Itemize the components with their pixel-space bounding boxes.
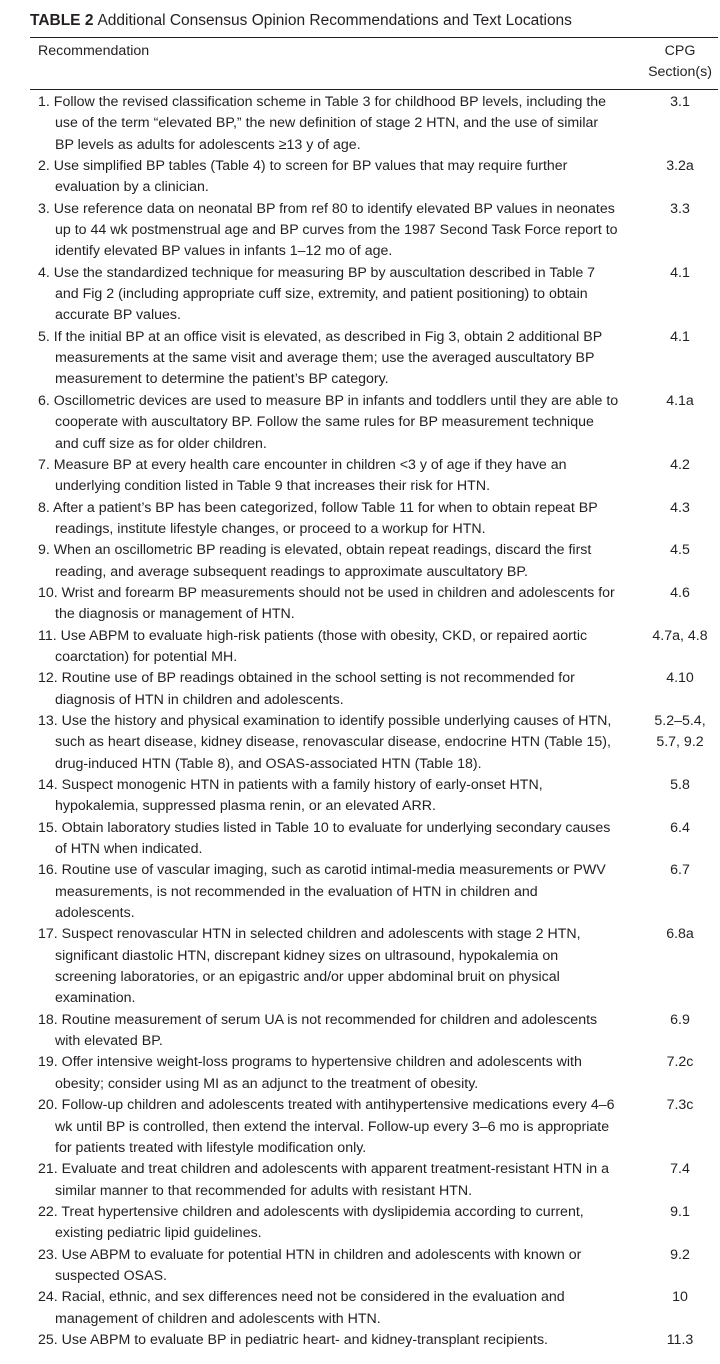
section-ref: 7.2c [666, 1054, 694, 1071]
section-ref: 9.1 [670, 1203, 690, 1220]
table-row [30, 924, 718, 1009]
recommendation-text: 1. Follow the revised classification scheme in Table 3 for childhood BP levels, including the use of the term “elevated BP,” the new definition of stage 2 HTN, and the use of similar BP levels as adults for adolescents ≥13 y of age. [38, 94, 607, 153]
recommendation-text: 25. Use ABPM to evaluate BP in pediatric heart- and kidney-transplant recipients. [38, 1331, 548, 1348]
section-ref: 4.5 [670, 542, 690, 559]
section-ref: 6.7 [670, 862, 690, 879]
section-ref: 9.2 [670, 1246, 690, 1263]
table-row [30, 668, 718, 711]
recommendation-text: 4. Use the standardized technique for measuring BP by auscultation described in Table 7 and Fig 2 (including appropriate cuff size, extremity, and patient positioning) to obtain accurate BP values. [38, 264, 596, 324]
recommendation-text: 5. If the initial BP at an office visit is elevated, as described in Fig 3, obtain 2 additional BP measurements at the same visit and average them; use the averaged auscultatory BP measurement to determine the patient’s BP category. [38, 328, 602, 388]
table-row [30, 775, 718, 818]
section-ref: 7.4 [670, 1161, 690, 1178]
section-ref: 3.2a [666, 158, 694, 175]
section-ref: 4.1 [670, 264, 690, 281]
table-row [30, 1052, 718, 1095]
section-column-header [642, 41, 718, 84]
table-caption [30, 8, 572, 34]
recommendation-text: 7. Measure BP at every health care encounter in children <3 y of age if they have an underlying condition listed in Table 9 that increases their risk for HTN. [38, 456, 567, 495]
table-row [30, 455, 718, 498]
recommendation-text: 15. Obtain laboratory studies listed in Table 10 to evaluate for underlying secondary causes of HTN when indicated. [38, 819, 611, 858]
section-ref: 4.6 [670, 584, 690, 601]
table-row [30, 498, 718, 541]
section-ref: 4.3 [670, 499, 690, 516]
section-ref: 3.1 [670, 94, 690, 110]
table-row [30, 540, 718, 583]
section-ref: 6.8a [666, 926, 694, 943]
section-ref: 4.10 [666, 670, 694, 687]
table-row [30, 92, 718, 156]
section-ref: 4.7a, 4.8 [652, 627, 708, 644]
table-header [30, 41, 718, 89]
section-ref: 6.9 [670, 1011, 690, 1028]
table-row [30, 1202, 718, 1245]
table-row [30, 391, 718, 455]
recommendation-text: 20. Follow-up children and adolescents treated with antihypertensive medications every 4–6 wk until BP is controlled, then extend the interval. Follow-up every 3–6 mo is appropriate for patients treated with lifestyle modification only. [38, 1097, 615, 1156]
section-ref: 11.3 [666, 1331, 694, 1348]
table-row [30, 327, 718, 391]
recommendation-text: 21. Evaluate and treat children and adolescents with apparent treatment-resistant HTN in a similar manner to that recommended for adults with resistant HTN. [38, 1161, 609, 1199]
table-row [30, 818, 718, 861]
recommendation-column-header: Recommendation [38, 43, 150, 59]
top-rule [30, 37, 718, 38]
section-ref: 4.1a [666, 392, 694, 409]
table-row [30, 1245, 718, 1288]
recommendation-text: 18. Routine measurement of serum UA is not recommended for children and adolescents with elevated BP. [38, 1011, 598, 1050]
recommendation-text: 19. Offer intensive weight-loss programs to hypertensive children and adolescents with obesity; consider using MI as an adjunct to the treatment of obesity. [38, 1054, 582, 1092]
recommendation-text: 13. Use the history and physical examination to identify possible underlying causes of HTN, such as heart disease, kidney disease, renovascular disease, endocrine HTN (Table 15), drug-induced HTN (Table 8), and OSAS-associated HTN (Table 18). [38, 712, 612, 772]
section-header-line2: Section(s) [648, 64, 712, 81]
table-row [30, 263, 718, 327]
section-ref: 4.1 [670, 328, 690, 345]
table-row [30, 156, 718, 199]
recommendation-text: 2. Use simplified BP tables (Table 4) to screen for BP values that may require further evaluation by a clinician. [38, 158, 568, 196]
table-row [30, 711, 718, 775]
section-header-line1: CPG [664, 43, 696, 59]
recommendation-text: 8. After a patient’s BP has been categorized, follow Table 11 for when to obtain repeat BP readings, institute lifestyle changes, or proceed to a workup for HTN. [38, 499, 598, 537]
recommendation-text: 14. Suspect monogenic HTN in patients with a family history of early-onset HTN, hypokalemia, suppressed plasma renin, or an elevated ARR. [38, 777, 543, 815]
table-label: TABLE 2 [30, 12, 94, 29]
recommendation-text: 23. Use ABPM to evaluate for potential HTN in children and adolescents with known or suspected OSAS. [38, 1246, 582, 1284]
section-ref: 10 [672, 1289, 688, 1306]
recommendation-text: 22. Treat hypertensive children and adolescents with dyslipidemia according to current, existing pediatric lipid guidelines. [38, 1203, 584, 1242]
table-row [30, 1330, 718, 1351]
section-ref: 7.3c [666, 1097, 694, 1114]
recommendation-text: 6. Oscillometric devices are used to measure BP in infants and toddlers until they are able to cooperate with auscultatory BP. Follow the same rules for BP measurement technique and cuff size as for older children. [38, 392, 619, 452]
section-ref: 3.3 [670, 200, 690, 217]
recommendation-text: 16. Routine use of vascular imaging, such as carotid intimal-media measurements or PWV measurements, is not recommended in the evaluation of HTN in children and adolescents. [38, 862, 606, 922]
table-row [30, 199, 718, 263]
table-title: Additional Consensus Opinion Recommendations and Text Locations [97, 12, 572, 29]
table-row [30, 1010, 718, 1053]
header-rule [30, 89, 718, 90]
recommendation-text: 12. Routine use of BP readings obtained in the school setting is not recommended for diagnosis of HTN in children and adolescents. [38, 670, 575, 708]
section-ref: 6.4 [670, 819, 690, 836]
table-row [30, 1095, 718, 1159]
recommendation-text: 24. Racial, ethnic, and sex differences need not be considered in the evaluation and management of children and adolescents with HTN. [38, 1289, 565, 1327]
section-ref: 5.2–5.4, 5.7, 9.2 [654, 712, 706, 751]
table-body [30, 92, 718, 1351]
table-row [30, 626, 718, 669]
section-ref: 5.8 [670, 777, 690, 793]
section-ref: 4.2 [670, 456, 690, 473]
table-row [30, 1159, 718, 1202]
table-row [30, 860, 718, 924]
recommendation-text: 17. Suspect renovascular HTN in selected children and adolescents with stage 2 HTN, significant diastolic HTN, discrepant kidney sizes on ultrasound, hypokalemia on screening laboratories, or an epigastric and/or upper abdominal bruit on physical examination. [38, 926, 581, 1007]
table-row [30, 1287, 718, 1330]
recommendation-text: 10. Wrist and forearm BP measurements should not be used in children and adolescents for the diagnosis or management of HTN. [38, 584, 615, 623]
recommendation-text: 11. Use ABPM to evaluate high-risk patients (those with obesity, CKD, or repaired aortic coarctation) for potential MH. [38, 627, 588, 665]
recommendation-text: 3. Use reference data on neonatal BP from ref 80 to identify elevated BP values in neonates up to 44 wk postmenstrual age and BP curves from the 1987 Second Task Force report to identify elevated BP values in infants 1–12 mo of age. [38, 200, 618, 260]
recommendation-text: 9. When an oscillometric BP reading is elevated, obtain repeat readings, discard the first reading, and average subsequent readings to approximate auscultatory BP. [38, 542, 592, 580]
table-row [30, 583, 718, 626]
